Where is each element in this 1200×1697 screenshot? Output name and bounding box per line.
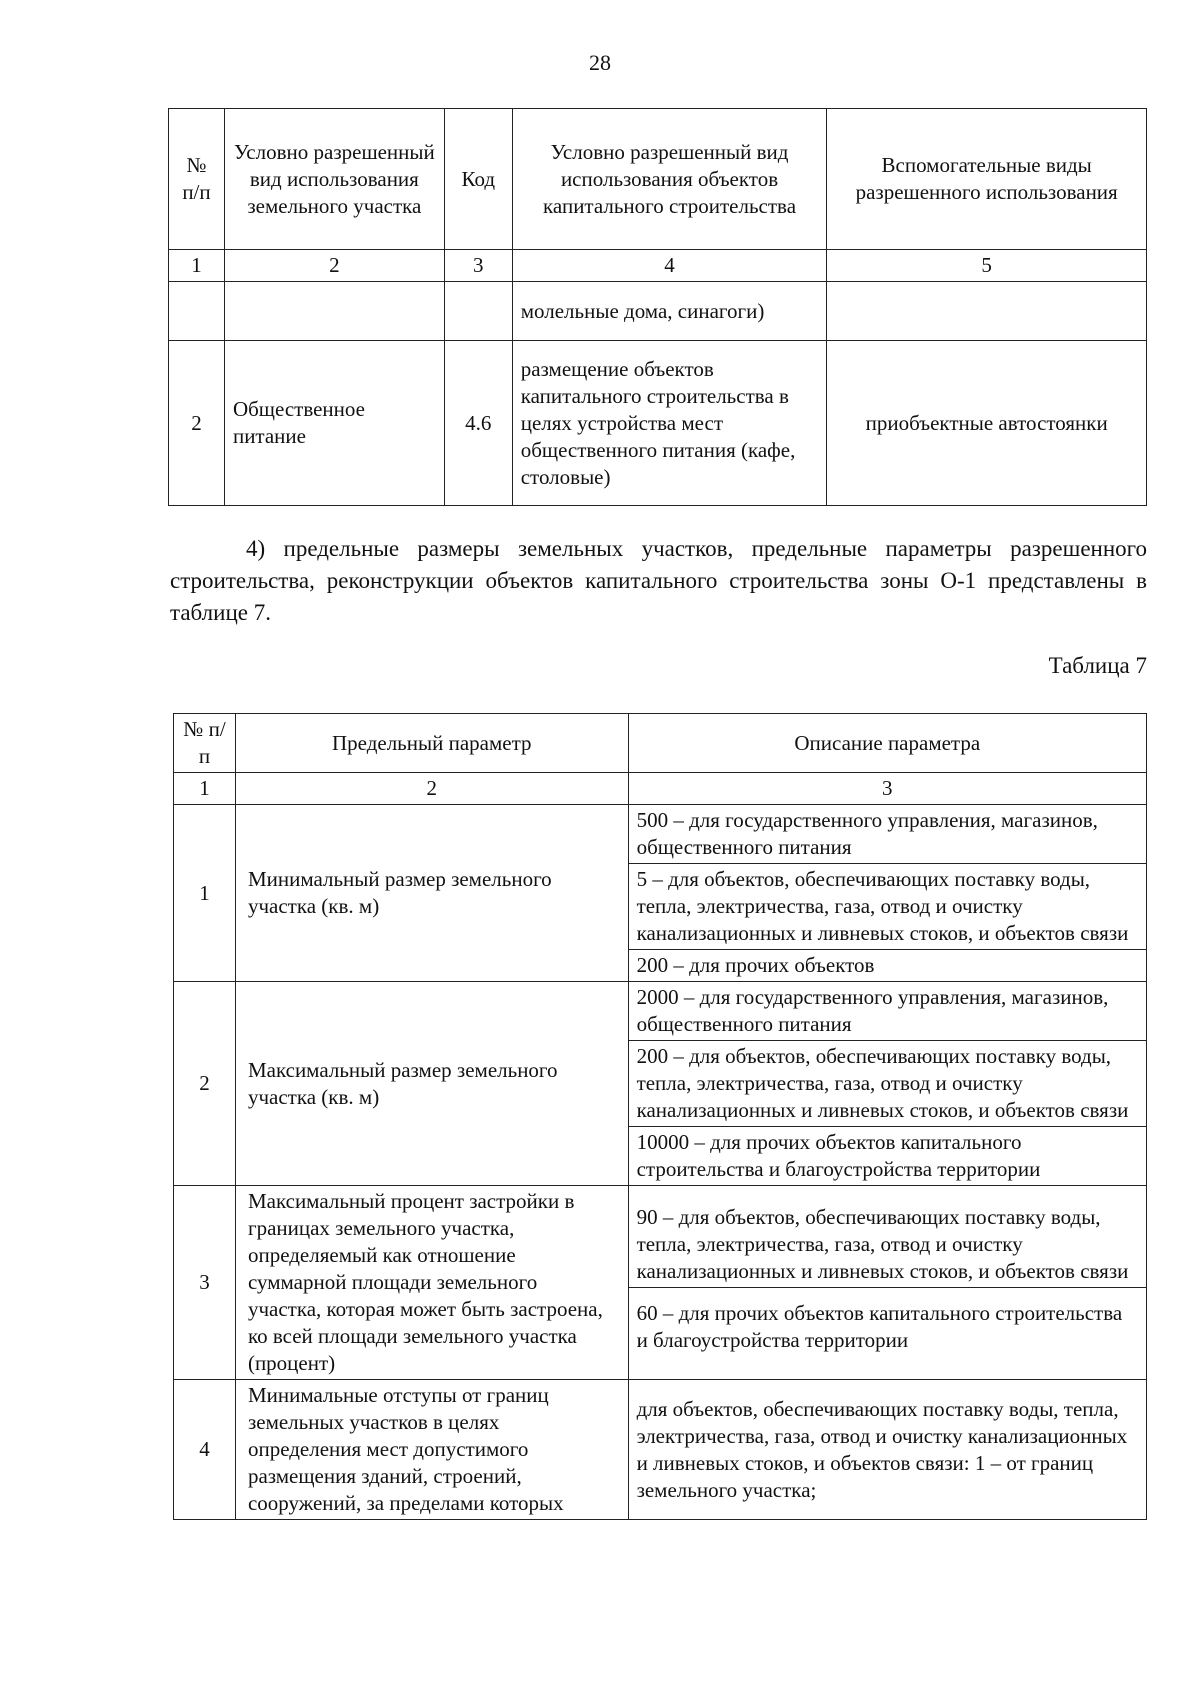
- table-row: [174, 1380, 1147, 1520]
- land-use-table: [168, 108, 1147, 506]
- parameter-name: Минимальные отступы от границ земельных участков в целях определения мест допустимого размещения зданий, строений, сооружений, за пределами которых: [235, 1380, 628, 1520]
- header-cell: Код: [444, 109, 512, 250]
- table-row: [174, 982, 1147, 1186]
- use-code: [444, 282, 512, 341]
- description-item: 5 – для объектов, обеспечивающих поставку воды, тепла, электричества, газа, отвод и очистку канализационных и ливневых стоков, и объектов связи: [629, 864, 1146, 950]
- table-label: Таблица 7: [1048, 653, 1147, 678]
- header-cell: Описание параметра: [628, 714, 1146, 773]
- table-row: [169, 341, 1147, 506]
- use-name: Общественное питание: [224, 341, 444, 506]
- row-number: [169, 282, 225, 341]
- table-row: [169, 282, 1147, 341]
- description-item: 200 – для объектов, обеспечивающих поставку воды, тепла, электричества, газа, отвод и очистку канализационных и ливневых стоков, и объектов связи: [629, 1041, 1146, 1127]
- column-number: 4: [512, 250, 827, 282]
- column-number: 3: [444, 250, 512, 282]
- description-item: 10000 – для прочих объектов капитального строительства и благоустройства территории: [636, 1130, 1041, 1181]
- column-number: 3: [628, 773, 1146, 805]
- header-cell: Условно разрешенный вид использования земельного участка: [224, 109, 444, 250]
- column-number: 2: [224, 250, 444, 282]
- page-number: 28: [589, 50, 611, 75]
- auxiliary-use: приобъектные автостоянки: [827, 341, 1147, 506]
- table-header-row: [174, 714, 1147, 773]
- parameters-table: [173, 713, 1147, 1520]
- parameter-description: [628, 1380, 1146, 1520]
- parameter-name: Минимальный размер земельного участка (кв. м): [235, 805, 628, 982]
- header-cell: Вспомогательные виды разрешенного использования: [827, 109, 1147, 250]
- table-row: [174, 1186, 1147, 1380]
- table-row: [174, 805, 1147, 982]
- column-number: 2: [235, 773, 628, 805]
- use-description: молельные дома, синагоги): [512, 282, 827, 341]
- use-code: 4.6: [444, 341, 512, 506]
- use-description: размещение объектов капитального строительства в целях устройства мест общественного питания (кафе, столовые): [512, 341, 827, 506]
- header-cell: № п/п: [174, 714, 236, 773]
- parameter-description: [628, 982, 1146, 1186]
- use-name: [224, 282, 444, 341]
- column-number-row: [174, 773, 1147, 805]
- column-number: 1: [169, 250, 225, 282]
- auxiliary-use: [827, 282, 1147, 341]
- row-number: 2: [174, 982, 236, 1186]
- column-number: 5: [827, 250, 1147, 282]
- description-item: 500 – для государственного управления, магазинов, общественного питания: [629, 805, 1146, 864]
- description-item: 60 – для прочих объектов капитального строительства и благоустройства территории: [636, 1300, 1123, 1352]
- parameter-name: Максимальный размер земельного участка (кв. м): [235, 982, 628, 1186]
- column-number-row: [169, 250, 1147, 282]
- header-cell: № п/п: [169, 109, 225, 250]
- header-cell: Предельный параметр: [235, 714, 628, 773]
- table-header-row: [169, 109, 1147, 250]
- description-item: для объектов, обеспечивающих поставку воды, тепла, электричества, газа, отвод и очистку канализационных и ливневых стоков, и объектов связи: 1 – от границ земельного участка;: [636, 1396, 1128, 1502]
- parameter-description: [628, 1186, 1146, 1380]
- row-number: 3: [174, 1186, 236, 1380]
- paragraph-text: 4) предельные размеры земельных участков, предельные параметры разрешенного строительства, реконструкции объектов капитального строительства зоны О-1 представлены в таблице 7.: [170, 536, 1147, 625]
- description-item: 90 – для объектов, обеспечивающих поставку воды, тепла, электричества, газа, отвод и очистку канализационных и ливневых стоков, и объектов связи: [629, 1202, 1146, 1288]
- row-number: 1: [174, 805, 236, 982]
- column-number: 1: [174, 773, 236, 805]
- description-item: 200 – для прочих объектов: [636, 953, 875, 977]
- header-cell: Условно разрешенный вид использования объектов капитального строительства: [512, 109, 827, 250]
- description-item: 2000 – для государственного управления, магазинов, общественного питания: [629, 982, 1146, 1041]
- row-number: 4: [174, 1380, 236, 1520]
- row-number: 2: [169, 341, 225, 506]
- parameter-description: [628, 805, 1146, 982]
- parameter-name: Максимальный процент застройки в границах земельного участка, определяемый как отношение суммарной площади земельного участка, которая может быть застроена, ко всей площади земельного участка (процент): [235, 1186, 628, 1380]
